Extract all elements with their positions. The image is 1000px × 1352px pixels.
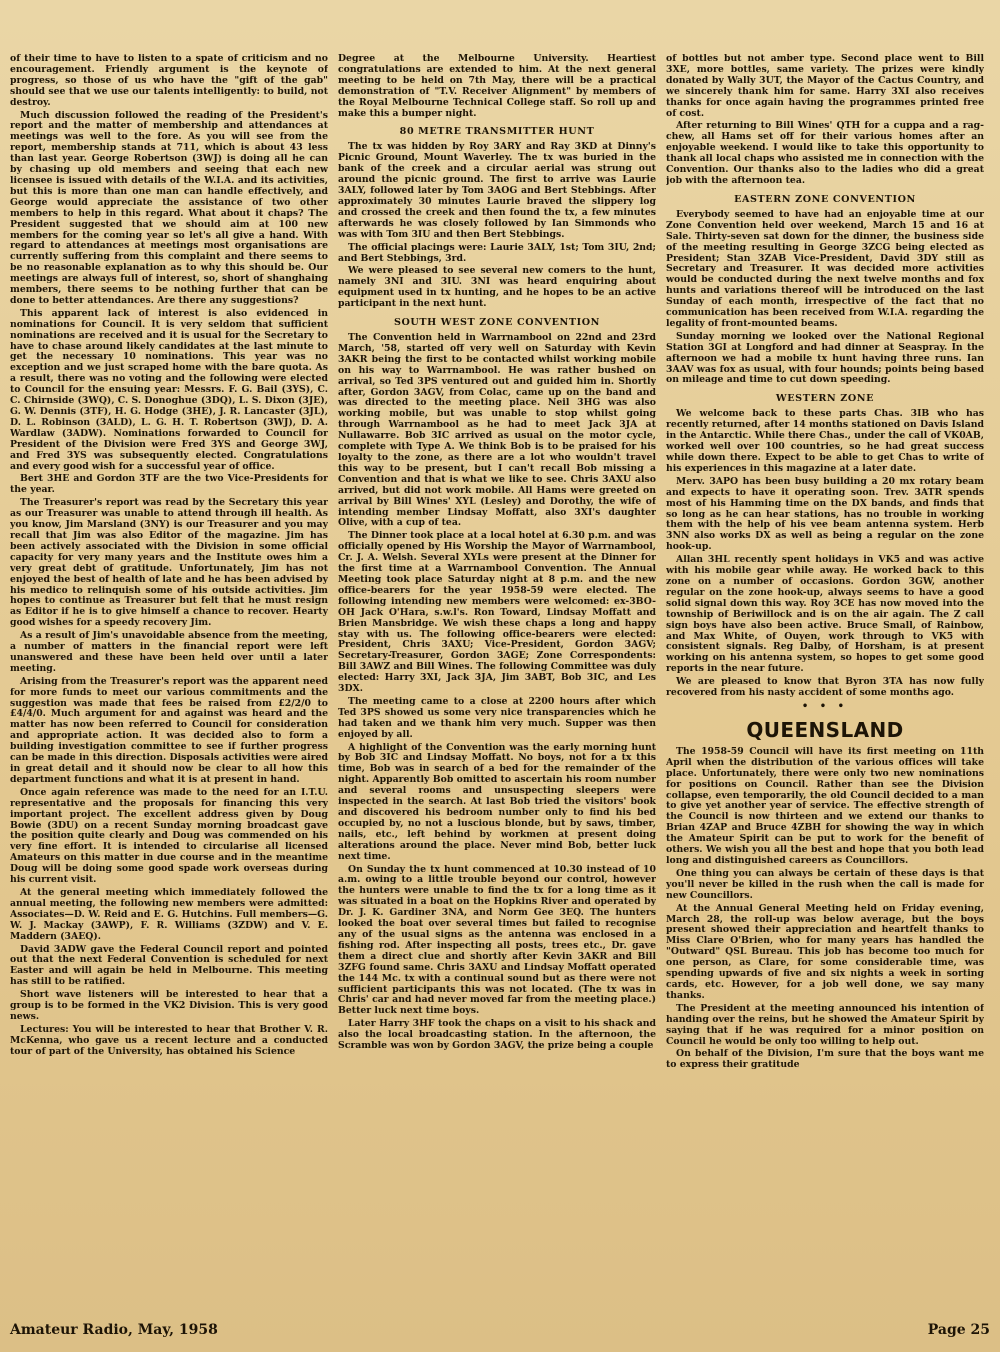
paragraph: At the Annual General Meeting held on Friday evening, March 28, the roll-up was below average, but the boys present showed their appreciation and heartfelt thanks to Miss Clare O'Brien, who for many years has handled the "Outward" QSL Bureau. This job has become too much for one person, as Clare, for some considerable time, was spending upwards of five and six nights a week in sorting cards, etc. However, for a job well done, we say many thanks. xyxy=(666,902,984,1001)
paragraph: Merv. 3APO has been busy building a 20 mx rotary beam and expects to have it operating soon. Trev. 3ATR spends most of his Hamming time on the DX bands, and finds that so long as he can hear stations, has no trouble in working them with the help of his vee beam antenna system. Herb 3NN also works DX as well as being a regular on the zone hook-up. xyxy=(666,475,984,553)
page-footer xyxy=(10,1322,990,1338)
paragraph: This apparent lack of interest is also evidenced in nominations for Council. It is very seldom that sufficient nominations are received and it is usual for the Secretary to have to chase around likely candidates at the last minute to get the necessary 10 nominations. This year was no exception and we just scraped home with the bare quota. As a result, there was no voting and the following were elected to Council for the ensuing year: Messrs. F. G. Bail (3YS), C. C. Chirnside (3WQ), C. S. Donoghue (3DQ), L. S. Dixon (3JE), G. W. Dennis (3TF), H. G. Hodge (3HE), J. R. Lancaster (3JL), D. L. Robinson (3ALD), L. G. H. T. Robertson (3WJ), D. A. Wardlaw (3ADW). Nominations forwarded to Council for President of the Division were Fred 3YS and George 3WJ, and Fred 3YS was subsequently elected. Congratulations and every good wish for a successful year of office. xyxy=(10,307,328,472)
section-divider: • • • xyxy=(801,700,849,712)
paragraph: One thing you can always be certain of these days is that you'll never be killed in the rush when the call is made for new Councillors. xyxy=(666,867,984,901)
paragraph: Allan 3HL recently spent holidays in VK5 and was active with his mobile gear while away. He worked back to this zone on a number of occasions. Gordon 3GW, another regular on the zone hook-up, always seems to have a good solid signal down this way. Roy 3CE has now moved into the township of Beriwillock and is on the air again. The Z call sign boys have also been active. Bruce Small, of Rainbow, and Max White, of Ouyen, work through to VK5 with consistent signals. Reg Dalby, of Horsham, is at present working on his antenna system, so hopes to get some good reports in the near future. xyxy=(666,554,984,675)
column-3 xyxy=(666,54,984,1324)
section-heading-queensland: QUEENSLAND xyxy=(746,717,904,742)
paragraph: The Convention held in Warrnambool on 22nd and 23rd March, '58, started off very well on Saturday with Kevin 3AKR being the first to be contacted whilst working mobile on his way to Warrnambool. He was rather bushed on arrival, so Ted 3PS ventured out and guided him in. Shortly after, Gordon 3AGV, from Colac, came up on the band and was directed to the meeting place. Neil 3HG was also working mobile, but was unable to stop whilst going through Warrnambool as he had to meet Jack 3JA at Nullawarre. Bob 3IC arrived as usual on the motor cycle, complete with Type A. We think Bob is to be praised for his loyalty to the zone, as there are a lot who wouldn't travel this way to be present, but I can't recall Bob missing a Convention and that is what we like to see. Chris 3AXU also arrived, but did not work mobile. All Hams were greeted on arrival by Bill Wines' XYL (Lesley) and Dorothy, the wife of intending member Lindsay Moffatt, also 3XI's daughter Olive, with a cup of tea. xyxy=(338,332,656,529)
paragraph: Everybody seemed to have had an enjoyable time at our Zone Convention held over weekend, March 15 and 16 at Sale. Thirty-seven sat down for the dinner, the business side of the meeting resulting in George 3ZCG being elected as President; Stan 3ZAB Vice-President, David 3DY still as Secretary and Treasurer. It was decided more activities would be conducted during the next twelve months and fox hunts and variations thereof will be introduced on the last Sunday of each month, irrespective of the fact that no communication has been received from W.I.A. regarding the legality of front-mounted beams. xyxy=(666,208,984,329)
section-heading-south-west: SOUTH WEST ZONE CONVENTION xyxy=(393,317,601,329)
paragraph: On Sunday the tx hunt commenced at 10.30 instead of 10 a.m. owing to a little trouble beyond our control, however the hunters were unable to find the tx for a long time as it was situated in a boat on the Hopkins River and operated by Dr. J. K. Gardiner 3NA, and Norm Gee 3EQ. The hunters looked the boat over several times but failed to recognise any of the usual signs as the antenna was enclosed in a fishing rod. After inspecting all posts, trees etc., Dr. gave them a direct clue and shortly after Kevin 3AKR and Bill 3ZFG found same. Chris 3AXU and Lindsay Moffatt operated the 144 Mc. tx with a continual sound but as there were not sufficient participants this was not located. (The tx was in Chris' car and had never moved far from the meeting place.) Better luck next time boys. xyxy=(338,863,656,1017)
paragraph: As a result of Jim's unavoidable absence from the meeting, a number of matters in the financial report were left unanswered and these have been held over until a later meeting. xyxy=(10,630,328,674)
paragraph: Later Harry 3HF took the chaps on a visit to his shack and also the local broadcasting station. In the afternoon, the Scramble was won by Gordon 3AGV, the prize being a couple xyxy=(338,1018,656,1052)
paragraph: We are pleased to know that Byron 3TA has now fully recovered from his nasty accident of some months ago. xyxy=(666,676,984,699)
paragraph: We were pleased to see several new comers to the hunt, namely 3NI and 3IU. 3NI was heard enquiring about equipment used in tx hunting, and he hopes to be an active participant in the next hunt. xyxy=(338,265,656,310)
text-columns xyxy=(10,54,990,1324)
paragraph: A highlight of the Convention was the early morning hunt by Bob 3IC and Lindsay Moffatt. No boys, not for a tx this time, Bob was in search of a bed for the remainder of the night. Apparently Bob omitted to ascertain his room number and several rooms and unsuspecting sleepers were inspected in the search. At last Bob tried the visitors' book and discovered his bedroom number only to find his bed occupied by, no not a luscious blonde, but by saws, timber, nails, etc., left behind by workmen at present doing alterations around the place. Never mind Bob, better luck next time. xyxy=(338,741,656,862)
paragraph: Lectures: You will be interested to hear that Brother V. R. McKenna, who gave us a recent lecture and a conducted tour of part of the University, has obtained his Science xyxy=(10,1023,328,1057)
paragraph: The 1958-59 Council will have its first meeting on 11th April when the distribution of the various offices will take place. Unfortunately, there were only two new nominations for positions on Council. Rather than see the Division collapse, even temporarily, the old Council decided to a man to give yet another year of service. The effective strength of the Council is now thirteen and we extend our thanks to Brian 4ZAP and Bruce 4ZBH for showing the way in which the Amateur Spirit can be put to work for the benefit of others. We wish you all the best and hope that you both lead long and distinguished careers as Councillors. xyxy=(666,745,984,866)
paragraph: After returning to Bill Wines' QTH for a cuppa and a rag-chew, all Hams set off for their various homes after an enjoyable weekend. I would like to take this opportunity to thank all local chaps who assisted me in connection with the Convention. Our thanks also to the ladies who did a great job with the afternoon tea. xyxy=(666,120,984,186)
paragraph: The meeting came to a close at 2200 hours after which Ted 3PS showed us some very nice transparencies which he had taken and we thank him very much. Supper was then enjoyed by all. xyxy=(338,695,656,740)
paragraph: Once again reference was made to the need for an I.T.U. representative and the proposals for financing this very important project. The excellent address given by Doug Bowie (3DU) on a recent Sunday morning broadcast gave the position quite clearly and Doug was commended on his very fine effort. It is intended to circularise all licensed Amateurs on this matter in due course and in the meantime Doug will be doing some good spade work overseas during his current visit. xyxy=(10,786,328,886)
paragraph: The President at the meeting announced his intention of handing over the reins, but he showed the Amateur Spirit by saying that if he was required for a minor position on Council he would be only too willing to help out. xyxy=(666,1002,984,1047)
paragraph: The tx was hidden by Roy 3ARY and Ray 3KD at Dinny's Picnic Ground, Mount Waverley. The tx was buried in the bank of the creek and a circular aerial was strung out around the picnic ground. The first to arrive was Laurie 3ALY, followed later by Tom 3AOG and Bert Stebbings. After approximately 30 minutes Laurie braved the slippery log and crossed the creek and then found the tx, a few minutes afterwards he was closely followed by Ian Simmonds who was with Tom 3IU and then Bert Stebbings. xyxy=(338,141,656,240)
paragraph: of bottles but not amber type. Second place went to Bill 3XE, more bottles, same variety. The prizes were kindly donated by Wally 3UT, the Mayor of the Cactus Country, and we sincerely thank him for same. Harry 3XI also receives thanks for once again having the programmes printed free of cost. xyxy=(666,54,984,119)
paragraph: We welcome back to these parts Chas. 3IB who has recently returned, after 14 months stationed on Davis Island in the Antarctic. While there Chas., under the call of VK0AB, worked well over 100 countries, so he had great success while down there. Expect to be able to get Chas to write of his experiences in this magazine at a later date. xyxy=(666,408,984,474)
paragraph: At the general meeting which immediately followed the annual meeting, the following new members were admitted: Associates—D. W. Reid and E. G. Hutchins. Full members—G. W. J. Mackay (3AWP), F. R. Williams (3ZDW) and V. E. Maddern (3AEQ). xyxy=(10,886,328,942)
paragraph: Bert 3HE and Gordon 3TF are the two Vice-Presidents for the year. xyxy=(10,473,328,496)
paragraph: Much discussion followed the reading of the President's report and the matter of membership and attendances at meetings was well to the fore. As you will see from the report, membership stands at 711, which is about 43 less than last year. George Robertson (3WJ) is doing all he can by chasing up old members and seeing that each new licensee is issued with details of the W.I.A. and its activities, but this is more than one man can handle effectively, and George would appreciate the assistance of two other members to help in this regard. What about it chaps? The President suggested that we should aim at 100 new members for the coming year so let's all give a hand. With regard to attendances at meetings most organisations are currently suffering from this complaint and there seems to be no reasonable explanation as to why this should be. Our meetings are always full of interest, so, short of shanghaing members, there seems to be nothing further that can be done to better attendances. Are there any suggestions? xyxy=(10,109,328,306)
paragraph: Arising from the Treasurer's report was the apparent need for more funds to meet our various commitments and the suggestion was made that fees be raised from £2/2/0 to £4/4/0. Much argument for and against was heard and the matter has now been referred to Council for consideration and appropriate action. It was decided also to form a building investigation committee to see if further progress can be made in this direction. Disposals activities were aired in great detail and it should now be clear to all how this department functions and what it is at present in hand. xyxy=(10,675,328,785)
section-heading-western: WESTERN ZONE xyxy=(775,393,875,405)
section-heading-tx-hunt: 80 METRE TRANSMITTER HUNT xyxy=(399,126,595,138)
paragraph: The Dinner took place at a local hotel at 6.30 p.m. and was officially opened by His Worship the Mayor of Warrnambool, Cr. J. A. Welsh. Several XYLs were present at the Dinner for the first time at a Warrnambool Convention. The Annual Meeting took place Saturday night at 8 p.m. and the new office-bearers for the year 1958-59 were elected. The following intending new members were welcomed: ex-3BO-OH Jack O'Hara, s.w.l's. Ron Toward, Lindsay Moffatt and Brien Mansbridge. We wish these chaps a long and happy stay with us. The following office-bearers were elected: President, Chris 3AXU; Vice-President, Gordon 3AGV; Secretary-Treasurer, Gordon 3AGE; Zone Correspondents: Bill 3AWZ and Bill Wines. The following Committee was duly elected: Harry 3XI, Jack 3JA, Jim 3ABT, Bob 3IC, and Les 3DX. xyxy=(338,530,656,695)
publication-date: Amateur Radio, May, 1958 xyxy=(10,1322,218,1338)
paragraph: On behalf of the Division, I'm sure that the boys want me to express their gratitude xyxy=(666,1048,984,1071)
paragraph: David 3ADW gave the Federal Council report and pointed out that the next Federal Convention is scheduled for next Easter and will again be held in Melbourne. This meeting has still to be ratified. xyxy=(10,943,328,988)
section-heading-eastern: EASTERN ZONE CONVENTION xyxy=(734,193,916,205)
column-2 xyxy=(338,54,656,1324)
paragraph: Short wave listeners will be interested to hear that a group is to be formed in the VK2 Division. This is very good news. xyxy=(10,989,328,1022)
paragraph: of their time to have to listen to a spate of criticism and no encouragement. Friendly argument is the keynote of progress, so those of us who have the "gift of the gab" should see that we use our talents intelligently: to build, not destroy. xyxy=(10,54,328,108)
page-number: Page 25 xyxy=(927,1322,990,1338)
paragraph: The official placings were: Laurie 3ALY, 1st; Tom 3IU, 2nd; and Bert Stebbings, 3rd. xyxy=(338,241,656,264)
paragraph: Sunday morning we looked over the National Regional Station 3GI at Longford and had dinner at Seaspray. In the afternoon we had a mobile tx hunt having three runs. Ian 3AAV was fox as usual, with four hounds; points being based on mileage and time to cut down speeding. xyxy=(666,330,984,386)
paragraph: Degree at the Melbourne University. Heartiest congratulations are extended to him. At the next general meeting to be held on 7th May, there will be a practical demonstration of "T.V. Receiver Alignment" by members of the Royal Melbourne Technical College staff. So roll up and make this a bumper night. xyxy=(338,54,656,119)
paragraph: The Treasurer's report was read by the Secretary this year as our Treasurer was unable to attend through ill health. As you know, Jim Marsland (3NY) is our Treasurer and you may recall that Jim was also Editor of the magazine. Jim has been actively associated with the Division in some official capacity for very many years and the Institute owes him a very great debt of gratitude. Unfortunately, Jim has not enjoyed the best of health of late and he has been advised by his medico to relinquish some of his outside activities. Jim hopes to continue as Treasurer but felt that he must resign as Editor if he is to give himself a chance to recover. Hearty good wishes for a speedy recovery Jim. xyxy=(10,497,328,629)
column-1 xyxy=(10,54,328,1324)
